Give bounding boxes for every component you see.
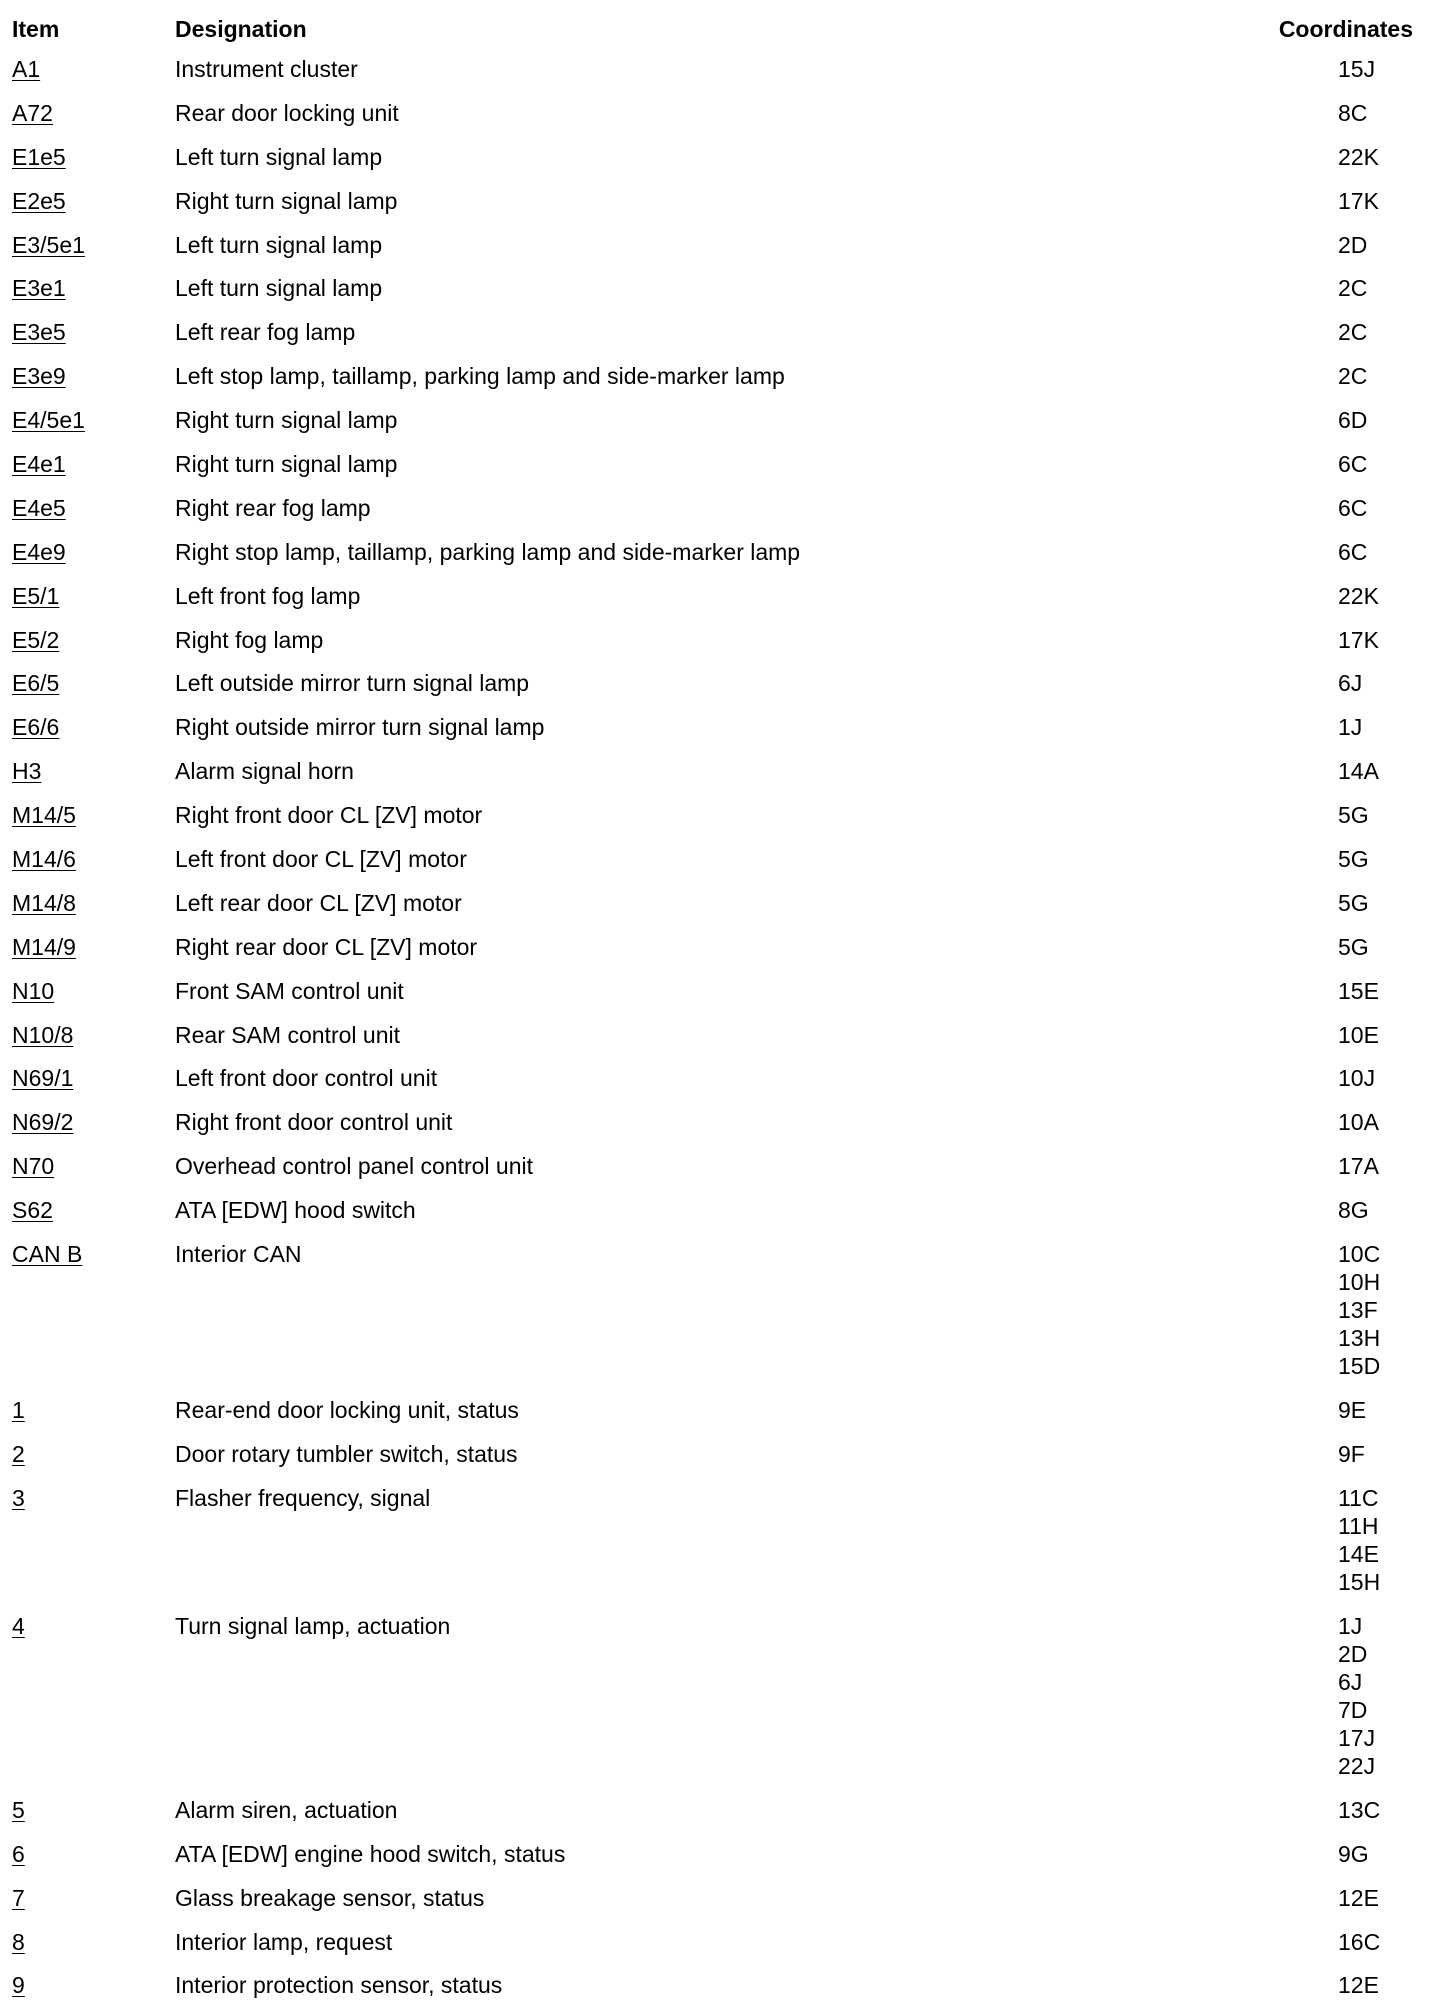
coordinates-cell: [1338, 669, 1362, 697]
designation-cell: Left rear door CL [ZV] motor: [175, 889, 462, 916]
table-row: [0, 1396, 1440, 1424]
item-cell: [12, 450, 66, 478]
coordinates-cell: [1338, 1108, 1379, 1136]
coordinate-value: 9G: [1338, 1840, 1369, 1867]
item-cell: [12, 889, 76, 917]
coordinate-value: 1J: [1338, 714, 1363, 741]
designation-cell: Left front door control unit: [175, 1065, 438, 1092]
coordinates-cell: [1338, 1240, 1380, 1380]
designation-cell: Left front door CL [ZV] motor: [175, 846, 467, 873]
item-link[interactable]: E3e5: [12, 319, 66, 346]
item-link[interactable]: 2: [12, 1440, 25, 1467]
coordinate-value: 22K: [1338, 582, 1379, 609]
coordinates-cell: [1338, 977, 1379, 1005]
designation-cell: Alarm siren, actuation: [175, 1796, 398, 1823]
coordinates-cell: [1338, 1196, 1369, 1224]
table-row: [0, 187, 1440, 215]
coordinates-cell: [1338, 143, 1379, 171]
designation-cell: Right front door CL [ZV] motor: [175, 802, 483, 829]
coordinates-cell: [1338, 274, 1367, 302]
designation-cell: Interior protection sensor, status: [175, 1972, 503, 1999]
table-row: [0, 494, 1440, 522]
coordinate-value: 17A: [1338, 1153, 1379, 1180]
coordinate-value: 13C: [1338, 1796, 1381, 1823]
item-cell: [12, 55, 40, 83]
table-row: [0, 845, 1440, 873]
coordinates-cell: [1338, 582, 1379, 610]
table-row: [0, 1840, 1440, 1868]
coordinates-cell: [1338, 1396, 1366, 1424]
designation-cell: Left stop lamp, taillamp, parking lamp and side-marker lamp: [175, 363, 785, 390]
item-cell: [12, 1440, 25, 1468]
table-row: [0, 99, 1440, 127]
item-cell: [12, 231, 85, 259]
coordinates-cell: [1338, 1440, 1365, 1468]
coordinates-cell: [1338, 1152, 1379, 1180]
coordinates-cell: [1338, 1928, 1380, 1956]
designation-cell: Right stop lamp, taillamp, parking lamp and side-marker lamp: [175, 538, 801, 565]
coordinates-cell: [1338, 1612, 1375, 1780]
table-row: [0, 318, 1440, 346]
table-row: [0, 626, 1440, 654]
item-cell: [12, 406, 85, 434]
coordinate-value: 22K: [1338, 143, 1379, 170]
designation-cell: Left turn signal lamp: [175, 275, 383, 302]
coordinate-value: 2C: [1338, 319, 1368, 346]
coordinate-value: 11C: [1338, 1484, 1379, 1511]
coordinate-value: 9E: [1338, 1397, 1367, 1424]
coordinate-value: 11H: [1338, 1512, 1379, 1539]
table-row: [0, 713, 1440, 741]
table-header: [0, 14, 1440, 44]
coordinate-value: 15J: [1338, 56, 1376, 82]
coordinates-cell: [1338, 450, 1367, 478]
coordinates-cell: [1338, 845, 1369, 873]
coordinate-value: 22J: [1338, 1752, 1376, 1779]
item-cell: [12, 187, 66, 215]
designation-cell: Flasher frequency, signal: [175, 1484, 431, 1511]
item-link[interactable]: E4e5: [12, 494, 66, 521]
item-link[interactable]: 3: [12, 1484, 25, 1511]
coordinate-value: 12E: [1338, 1972, 1379, 1999]
table-row: [0, 1796, 1440, 1824]
designation-cell: Right front door control unit: [175, 1109, 453, 1136]
coordinate-value: 5G: [1338, 802, 1369, 829]
table-row: [0, 143, 1440, 171]
item-cell: [12, 582, 59, 610]
item-link[interactable]: E4e1: [12, 451, 66, 478]
item-cell: [12, 1612, 25, 1640]
item-cell: [12, 1884, 25, 1912]
item-link[interactable]: E2e5: [12, 187, 66, 214]
coordinates-cell: [1338, 1840, 1369, 1868]
coordinate-value: 17K: [1338, 187, 1379, 214]
item-link[interactable]: 4: [12, 1612, 25, 1639]
coordinate-value: 6D: [1338, 407, 1368, 434]
coordinates-cell: [1338, 494, 1367, 522]
table-row: [0, 231, 1440, 259]
item-cell: [12, 626, 59, 654]
coordinates-cell: [1338, 933, 1369, 961]
coordinate-value: 1J: [1338, 1612, 1363, 1639]
coordinate-value: 13F: [1338, 1297, 1378, 1324]
coordinate-value: 9F: [1338, 1440, 1365, 1467]
designation-cell: Turn signal lamp, actuation: [175, 1612, 451, 1639]
coordinate-value: 8G: [1338, 1197, 1369, 1224]
header-coordinates: Coordinates: [1278, 16, 1413, 42]
coordinate-value: 5G: [1338, 889, 1369, 916]
item-link[interactable]: A1: [12, 56, 41, 82]
coordinate-value: 16C: [1338, 1928, 1381, 1955]
item-cell: [12, 1796, 25, 1824]
table-row: [0, 889, 1440, 917]
item-cell: [12, 1064, 73, 1092]
designation-cell: Overhead control panel control unit: [175, 1153, 533, 1180]
coordinates-cell: [1338, 538, 1367, 566]
item-link[interactable]: M14/8: [12, 889, 76, 916]
legend-table: [0, 55, 1440, 2015]
item-cell: [12, 845, 76, 873]
item-cell: [12, 1196, 53, 1224]
item-cell: [12, 1152, 54, 1180]
coordinate-value: 5G: [1338, 933, 1369, 960]
table-row: [0, 1196, 1440, 1224]
table-row: [0, 1884, 1440, 1912]
designation-cell: Left rear fog lamp: [175, 319, 356, 346]
item-cell: [12, 362, 66, 390]
designation-cell: Left turn signal lamp: [175, 231, 383, 258]
item-link[interactable]: A72: [12, 99, 53, 126]
item-cell: [12, 933, 76, 961]
item-link[interactable]: N10: [12, 977, 55, 1004]
coordinate-value: 10E: [1338, 1021, 1379, 1048]
coordinate-value: 2D: [1338, 1640, 1368, 1667]
designation-cell: ATA [EDW] hood switch: [175, 1197, 416, 1224]
coordinate-value: 2C: [1338, 363, 1368, 390]
coordinates-cell: [1338, 362, 1367, 390]
designation-cell: Door rotary tumbler switch, status: [175, 1440, 518, 1467]
designation-cell: Left turn signal lamp: [175, 143, 383, 170]
item-link[interactable]: 8: [12, 1928, 25, 1955]
item-link[interactable]: E5/1: [12, 582, 60, 609]
table-row: [0, 1021, 1440, 1049]
coordinate-value: 6J: [1338, 1668, 1363, 1695]
designation-cell: Right turn signal lamp: [175, 407, 398, 434]
item-cell: [12, 1396, 25, 1424]
designation-cell: Interior lamp, request: [175, 1928, 393, 1955]
coordinate-value: 14E: [1338, 1540, 1379, 1567]
item-cell: [12, 757, 41, 785]
coordinates-cell: [1338, 626, 1379, 654]
coordinate-value: 6J: [1338, 670, 1363, 697]
item-cell: [12, 1240, 82, 1268]
header-item: Item: [12, 16, 60, 42]
designation-cell: Right outside mirror turn signal lamp: [175, 714, 545, 741]
item-link[interactable]: 9: [12, 1972, 25, 1999]
item-cell: [12, 713, 59, 741]
table-row: [0, 362, 1440, 390]
item-cell: [12, 1108, 73, 1136]
table-row: [0, 1152, 1440, 1180]
designation-cell: Left outside mirror turn signal lamp: [175, 670, 530, 697]
table-row: [0, 55, 1440, 83]
item-link[interactable]: 5: [12, 1796, 25, 1823]
coordinates-cell: [1338, 801, 1369, 829]
coordinates-cell: [1338, 187, 1379, 215]
coordinates-cell: [1338, 1021, 1379, 1049]
table-row: [0, 1108, 1440, 1136]
coordinate-value: 6C: [1338, 451, 1368, 478]
coordinate-value: 10A: [1338, 1109, 1379, 1136]
item-cell: [12, 99, 53, 127]
item-cell: [12, 1484, 25, 1512]
coordinates-cell: [1338, 231, 1367, 259]
designation-cell: Interior CAN: [175, 1241, 302, 1268]
item-link[interactable]: E4/5e1: [12, 407, 85, 434]
table-row: [0, 669, 1440, 697]
table-row: [0, 977, 1440, 1005]
item-link[interactable]: N70: [12, 1153, 55, 1180]
designation-cell: Rear SAM control unit: [175, 1021, 400, 1048]
item-link[interactable]: N69/1: [12, 1065, 74, 1092]
item-cell: [12, 1021, 73, 1049]
coordinates-cell: [1338, 55, 1375, 83]
table-row: [0, 1484, 1440, 1596]
coordinate-value: 5G: [1338, 846, 1369, 873]
table-row: [0, 1240, 1440, 1380]
table-row: [0, 933, 1440, 961]
item-link[interactable]: 1: [12, 1397, 25, 1424]
coordinate-value: 15D: [1338, 1353, 1381, 1380]
table-row: [0, 1440, 1440, 1468]
table-row: [0, 1612, 1440, 1780]
designation-cell: Left front fog lamp: [175, 582, 361, 609]
item-link[interactable]: H3: [12, 758, 42, 785]
designation-cell: Right rear door CL [ZV] motor: [175, 933, 478, 960]
item-cell: [12, 318, 66, 346]
item-cell: [12, 538, 66, 566]
coordinates-cell: [1338, 1064, 1375, 1092]
coordinate-value: 6C: [1338, 494, 1368, 521]
designation-cell: Rear-end door locking unit, status: [175, 1397, 519, 1424]
table-row: [0, 582, 1440, 610]
table-row: [0, 538, 1440, 566]
table-row: [0, 801, 1440, 829]
coordinates-cell: [1338, 889, 1369, 917]
coordinate-value: 10C: [1338, 1241, 1381, 1268]
coordinates-cell: [1338, 713, 1362, 741]
coordinate-value: 10J: [1338, 1065, 1376, 1092]
item-link[interactable]: E4e9: [12, 538, 66, 565]
item-link[interactable]: 7: [12, 1884, 25, 1911]
item-link[interactable]: M14/5: [12, 802, 76, 829]
designation-cell: Right rear fog lamp: [175, 494, 371, 521]
table-row: [0, 1064, 1440, 1092]
coordinate-value: 2D: [1338, 231, 1368, 258]
designation-cell: Front SAM control unit: [175, 977, 404, 1004]
table-row: [0, 406, 1440, 434]
item-cell: [12, 1840, 25, 1868]
designation-cell: Right fog lamp: [175, 626, 324, 653]
item-link[interactable]: E1e5: [12, 143, 66, 170]
designation-cell: ATA [EDW] engine hood switch, status: [175, 1840, 566, 1867]
item-link[interactable]: M14/9: [12, 933, 76, 960]
item-link[interactable]: E3/5e1: [12, 231, 85, 258]
coordinate-value: 15E: [1338, 977, 1379, 1004]
table-row: [0, 274, 1440, 302]
item-link[interactable]: E3e1: [12, 275, 66, 302]
coordinates-cell: [1338, 1484, 1380, 1596]
item-cell: [12, 669, 59, 697]
table-row: [0, 757, 1440, 785]
designation-cell: Rear door locking unit: [175, 99, 399, 126]
item-link[interactable]: M14/6: [12, 846, 76, 873]
coordinate-value: 7D: [1338, 1696, 1368, 1723]
coordinate-value: 6C: [1338, 538, 1368, 565]
coordinate-value: 15H: [1338, 1568, 1381, 1595]
coordinate-value: 8C: [1338, 99, 1368, 126]
coordinates-cell: [1338, 406, 1367, 434]
designation-cell: Right turn signal lamp: [175, 187, 398, 214]
item-cell: [12, 143, 66, 171]
item-link[interactable]: CAN B: [12, 1241, 83, 1268]
item-link[interactable]: 6: [12, 1840, 25, 1867]
item-cell: [12, 494, 66, 522]
item-link[interactable]: E6/6: [12, 714, 60, 741]
item-link[interactable]: S62: [12, 1197, 53, 1224]
coordinate-value: 2C: [1338, 275, 1368, 302]
designation-cell: Instrument cluster: [175, 56, 358, 82]
item-link[interactable]: N69/2: [12, 1109, 74, 1136]
item-cell: [12, 1928, 25, 1956]
coordinate-value: 17K: [1338, 626, 1379, 653]
item-link[interactable]: E3e9: [12, 363, 66, 390]
item-cell: [12, 274, 66, 302]
table-row: [0, 1928, 1440, 1956]
coordinate-value: 12E: [1338, 1884, 1379, 1911]
coordinates-cell: [1338, 318, 1367, 346]
designation-cell: Glass breakage sensor, status: [175, 1884, 485, 1911]
designation-cell: Right turn signal lamp: [175, 451, 398, 478]
item-cell: [12, 801, 76, 829]
coordinate-value: 13H: [1338, 1325, 1381, 1352]
item-link[interactable]: E5/2: [12, 626, 60, 653]
table-row: [0, 450, 1440, 478]
coordinates-cell: [1338, 99, 1367, 127]
item-link[interactable]: E6/5: [12, 670, 60, 697]
coordinate-value: 14A: [1338, 758, 1379, 785]
coordinate-value: 10H: [1338, 1269, 1381, 1296]
header-designation: Designation: [175, 16, 307, 42]
coordinates-cell: [1338, 757, 1379, 785]
coordinates-cell: [1338, 1884, 1379, 1912]
coordinate-value: 17J: [1338, 1724, 1376, 1751]
item-cell: [12, 977, 54, 1005]
coordinates-cell: [1338, 1796, 1380, 1824]
designation-cell: Alarm signal horn: [175, 758, 354, 785]
item-link[interactable]: N10/8: [12, 1021, 74, 1048]
